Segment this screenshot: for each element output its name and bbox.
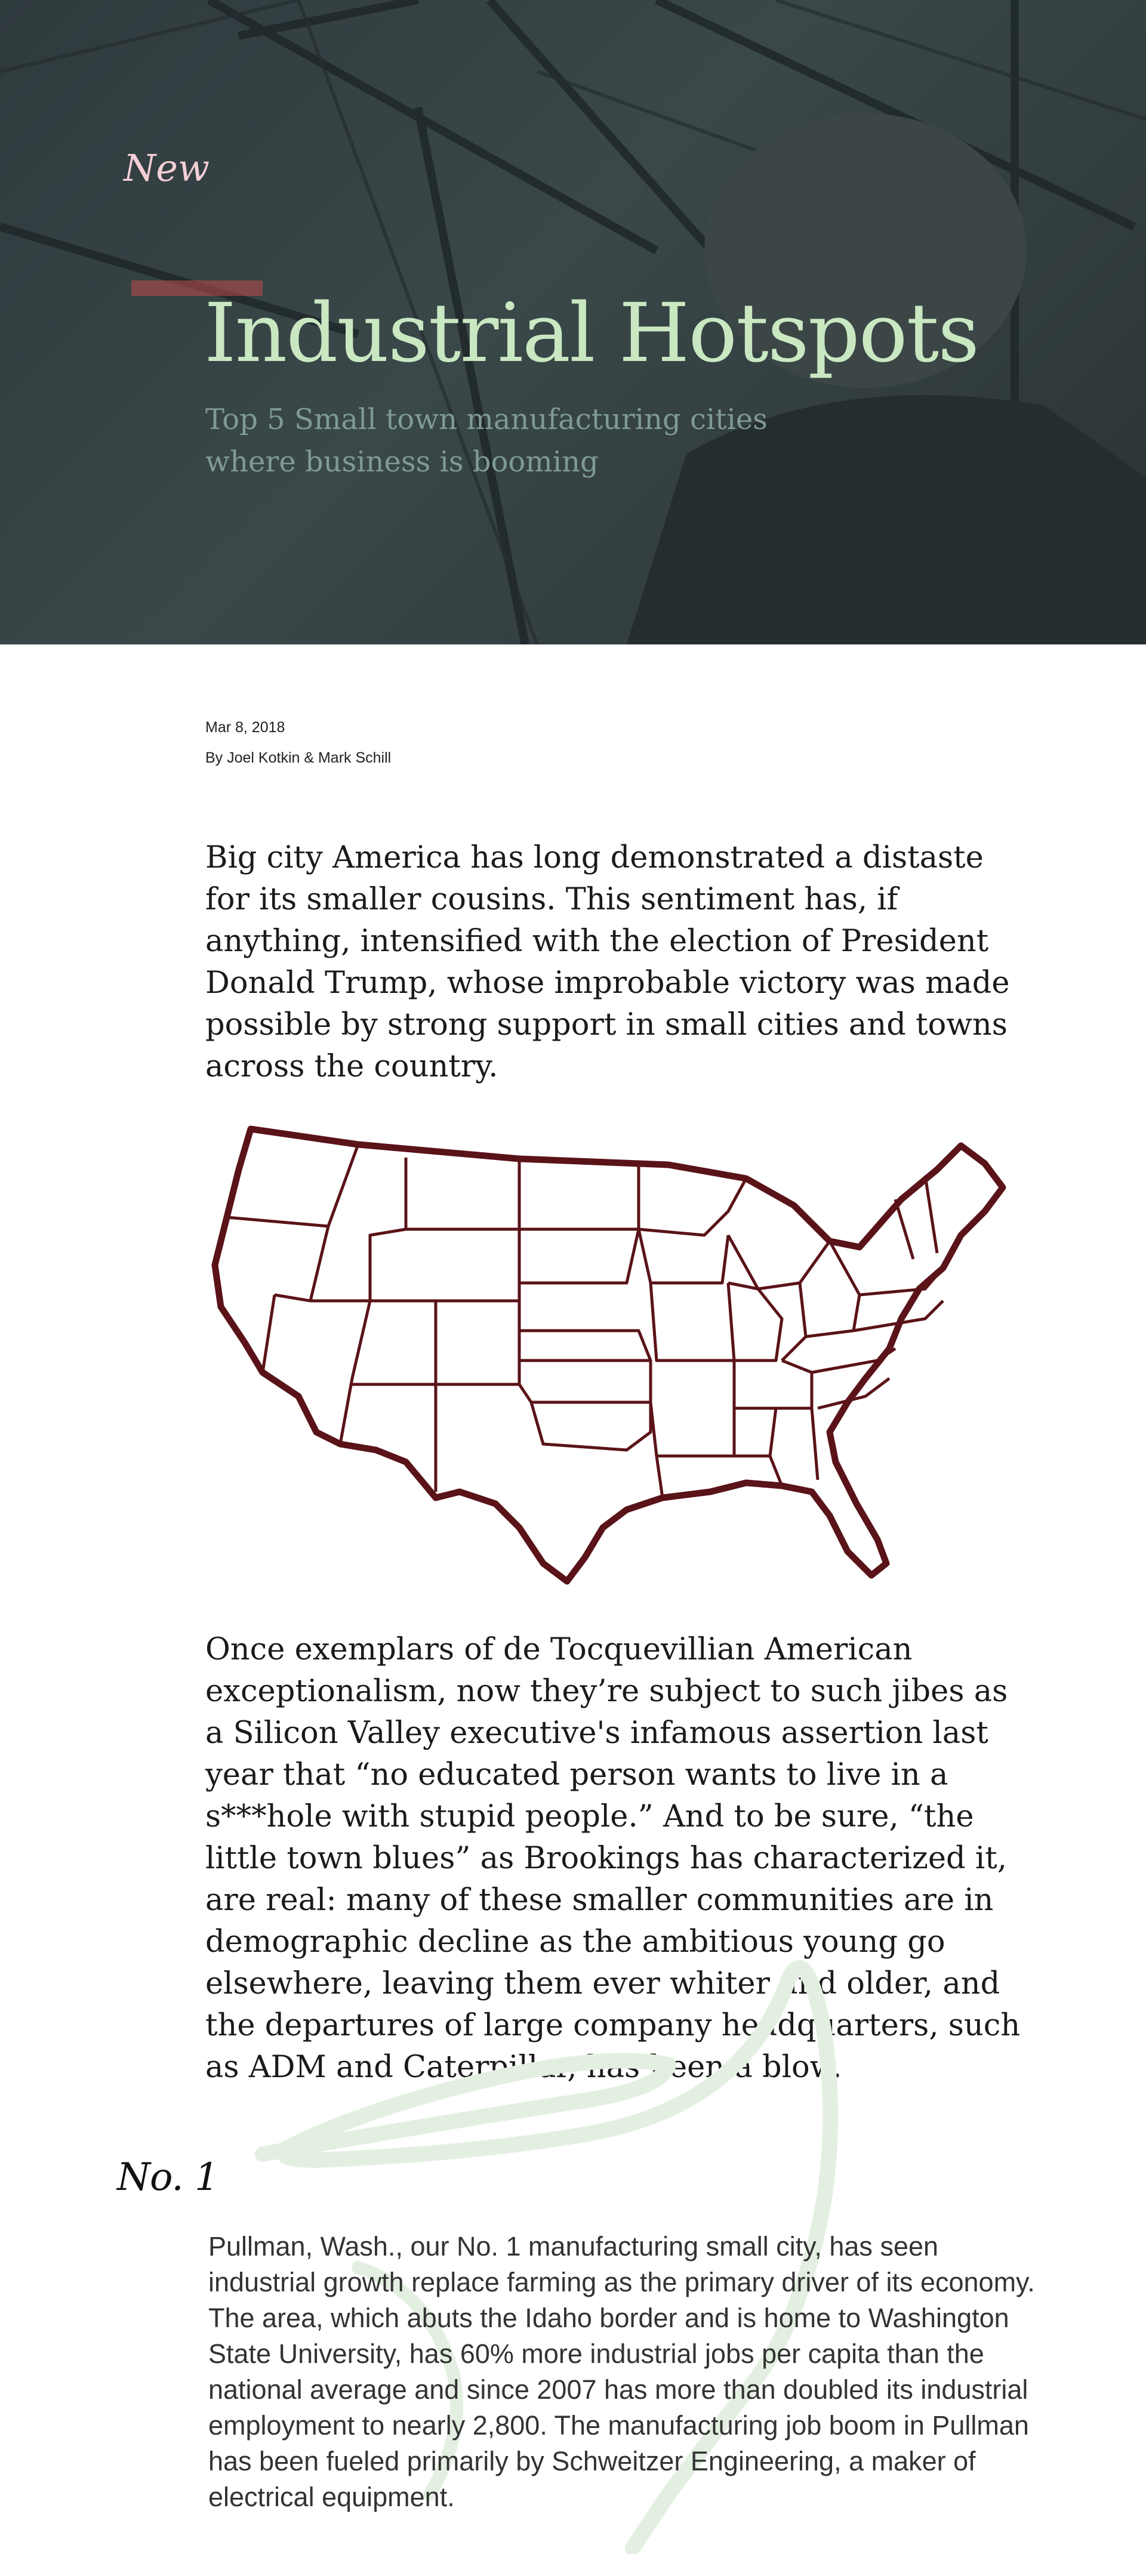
page-subtitle: Top 5 Small town manufacturing cities where business is booming xyxy=(205,403,768,479)
second-paragraph: Once exemplars of de Tocquevillian American exceptionalism, now they’re subject to such jibes as a Silicon Valley executive's infamous assertion last year that “no educated person wants to live in a s***hole with stupid people.” And to be sure, “the little town blues” as Brookings has characterized it, are real: many of these smaller communities are in demographic decline as the ambitious young go elsewhere, leaving them ever whiter and older, and the departures of large company headquarters, such as ADM and Caterpillar, has been a blow. xyxy=(205,1632,1021,2085)
ranking-label: No. 1 xyxy=(117,2155,218,2199)
hero-banner xyxy=(0,0,1146,644)
byline: By Joel Kotkin & Mark Schill xyxy=(205,749,392,766)
hero-tag: New xyxy=(124,146,210,190)
ranking-paragraph: Pullman, Wash., our No. 1 manufacturing small city, has seen industrial growth replace farming as the primary driver of its economy. The area, which abuts the Idaho border and is home to Washington State University, has 60% more industrial jobs per capita than the national average and since 2007 has more than doubled its industrial employment to nearly 2,800. The manufacturing job boom in Pullman has been fueled primarily by Schweitzer Engineering, a maker of electrical equipment. xyxy=(208,2231,1035,2512)
us-states-map-icon xyxy=(209,1122,1021,1599)
page-title: Industrial Hotspots xyxy=(204,286,979,381)
intro-paragraph: Big city America has long demonstrated a distaste for its smaller cousins. This sentiment has, if anything, intensified with the election of President Donald Trump, whose improbable victory was made possible by strong support in small cities and towns across the country. xyxy=(205,840,1010,1084)
publish-date: Mar 8, 2018 xyxy=(205,719,285,736)
